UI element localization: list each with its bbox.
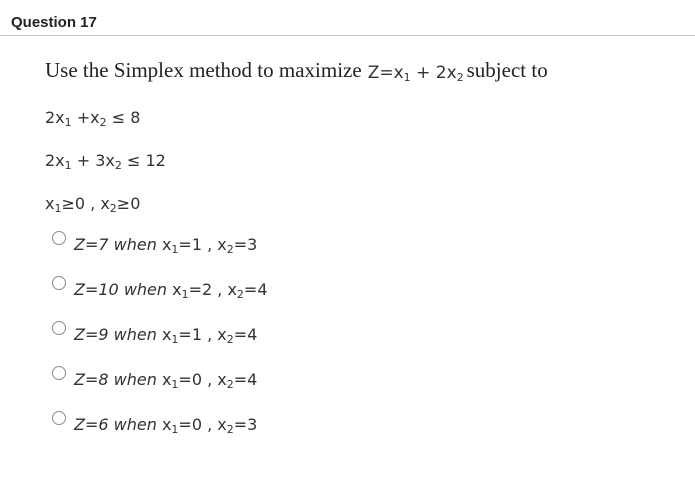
constraint-term: 2x bbox=[45, 151, 65, 170]
option-when: when bbox=[113, 325, 157, 344]
option-label[interactable] bbox=[74, 325, 257, 344]
option-z: Z=8 bbox=[74, 370, 109, 389]
option-sub: 1 bbox=[171, 378, 179, 391]
option-value: =2 , x bbox=[188, 280, 237, 299]
option-value: =4 bbox=[243, 280, 268, 299]
prompt-text-end: subject to bbox=[466, 58, 548, 82]
constraint-sub: 2 bbox=[109, 202, 117, 215]
constraint-term: +x bbox=[76, 108, 100, 127]
option-z: Z=10 bbox=[74, 280, 119, 299]
option-sub: 2 bbox=[226, 243, 234, 256]
option-value: =4 bbox=[233, 370, 258, 389]
constraint-sub: 1 bbox=[54, 202, 62, 215]
option-x1: x bbox=[161, 325, 172, 344]
option-sub: 2 bbox=[226, 423, 234, 436]
constraint-sub: 1 bbox=[64, 116, 72, 129]
option-sub: 2 bbox=[226, 333, 234, 346]
constraint-bound: ≥0 bbox=[116, 194, 141, 213]
radio-button[interactable] bbox=[52, 231, 66, 245]
constraint-bound: ≤ 8 bbox=[111, 108, 141, 127]
radio-button[interactable] bbox=[52, 366, 66, 380]
option-sub: 1 bbox=[181, 288, 189, 301]
option-label[interactable] bbox=[74, 415, 257, 434]
prompt-text: Use the Simplex method to maximize bbox=[45, 58, 362, 82]
constraint-sub: 1 bbox=[64, 159, 72, 172]
option-x1: x bbox=[161, 415, 172, 434]
constraint-sub: 2 bbox=[114, 159, 122, 172]
option-value: =1 , x bbox=[178, 235, 227, 254]
objective-x2: x bbox=[446, 63, 457, 83]
constraint-bound: ≤ 12 bbox=[126, 151, 166, 170]
option-value: =0 , x bbox=[178, 415, 227, 434]
option-value: =4 bbox=[233, 325, 258, 344]
option-when: when bbox=[123, 280, 168, 299]
option-x1: x bbox=[161, 235, 172, 254]
question-header bbox=[0, 0, 695, 36]
option-label[interactable] bbox=[74, 235, 257, 254]
objective-z: Z bbox=[367, 63, 380, 83]
option-sub: 1 bbox=[171, 333, 179, 346]
objective-x1-sub: 1 bbox=[403, 71, 411, 84]
option-sub: 1 bbox=[171, 243, 179, 256]
option-sub: 1 bbox=[171, 423, 179, 436]
option-sub: 2 bbox=[236, 288, 244, 301]
constraint-1 bbox=[45, 108, 140, 127]
constraint-2 bbox=[45, 151, 166, 170]
option-value: =0 , x bbox=[178, 370, 227, 389]
constraint-term: 2x bbox=[45, 108, 65, 127]
option-when: when bbox=[113, 370, 157, 389]
constraint-term: x bbox=[45, 194, 55, 213]
option-label[interactable] bbox=[74, 280, 268, 299]
constraint-sub: 2 bbox=[99, 116, 107, 129]
option-z: Z=6 bbox=[74, 415, 109, 434]
option-label[interactable] bbox=[74, 370, 257, 389]
option-x1: x bbox=[172, 280, 182, 299]
constraint-term: + 3x bbox=[76, 151, 115, 170]
objective-x1: x bbox=[393, 63, 404, 83]
option-value: =3 bbox=[233, 235, 258, 254]
objective-plus: + bbox=[416, 63, 431, 83]
option-z: Z=9 bbox=[74, 325, 109, 344]
option-when: when bbox=[113, 235, 157, 254]
radio-button[interactable] bbox=[52, 276, 66, 290]
constraint-term: ≥0 , x bbox=[61, 194, 110, 213]
option-value: =3 bbox=[233, 415, 258, 434]
radio-button[interactable] bbox=[52, 411, 66, 425]
objective-function: $Z=x_1 + 2x_2$ bbox=[367, 63, 464, 84]
option-value: =1 , x bbox=[178, 325, 227, 344]
question-title: Question 17 bbox=[11, 14, 97, 31]
option-sub: 2 bbox=[226, 378, 234, 391]
constraint-nonnegativity bbox=[45, 194, 140, 213]
question-prompt bbox=[45, 58, 548, 83]
radio-button[interactable] bbox=[52, 321, 66, 335]
option-x1: x bbox=[161, 370, 172, 389]
objective-coef: 2 bbox=[435, 63, 447, 83]
objective-x2-sub: 2 bbox=[456, 71, 464, 84]
option-z: Z=7 bbox=[74, 235, 109, 254]
option-when: when bbox=[113, 415, 157, 434]
